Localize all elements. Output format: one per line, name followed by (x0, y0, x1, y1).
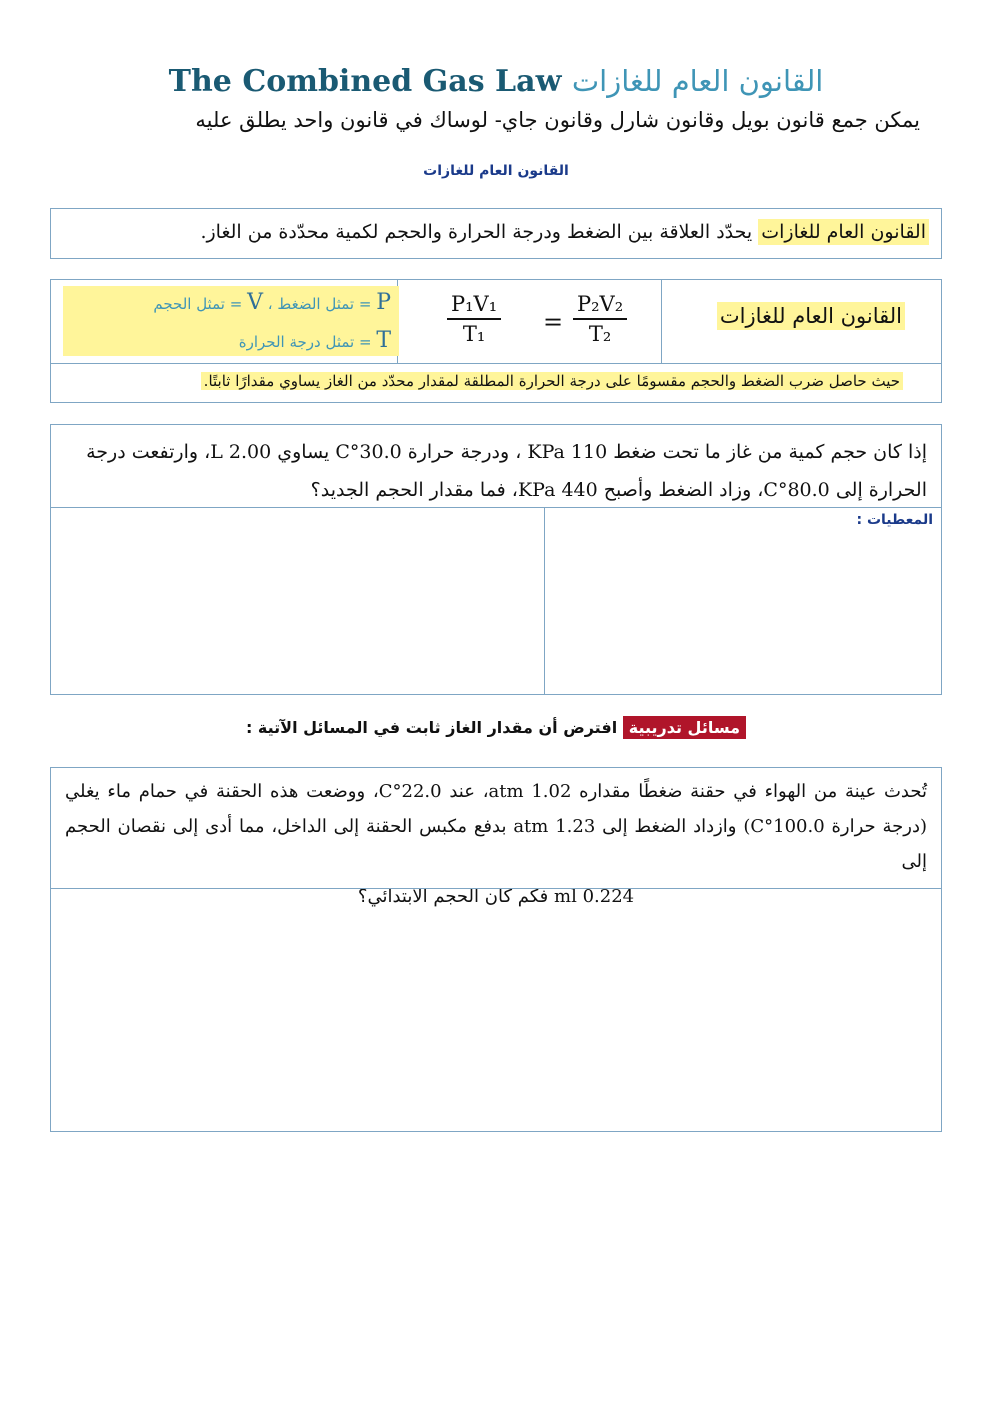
problem-2-box (50, 767, 942, 1132)
definition-box (50, 208, 942, 259)
combined-gas-law-formula (447, 288, 669, 358)
problem-2-answer-area (51, 888, 941, 889)
intro-text: يمكن جمع قانون بويل وقانون شارل وقانون جاي- لوساك في قانون واحد يطلق عليه (195, 108, 920, 132)
legend-t-symbol: T (376, 328, 391, 353)
problem-1-text: إذا كان حجم كمية من غاز ما تحت ضغط 110 KPa ، ودرجة حرارة 30.0°C يساوي 2.00 L، وارتفعت درجة الحرارة إلى 80.0°C، وزاد الضغط وأصبح 440 KPa، فما مقدار الحجم الجديد؟ (86, 441, 927, 501)
legend-v-symbol: V (247, 290, 263, 315)
definition-text (200, 221, 929, 243)
problem-2-question: 0.224 ml فكم كان الحجم الابتدائي؟ (357, 886, 635, 907)
practice-tag: مسائل تدريبية (623, 716, 746, 739)
problem-1-answer-area (51, 507, 941, 694)
practice-instruction: افترض أن مقدار الغاز ثابت في المسائل الآتية : (245, 718, 618, 737)
definition-body: يحدّد العلاقة بين الضغط ودرجة الحرارة والحجم لكمية محدّدة من الغاز. (200, 221, 753, 243)
problem-2-text (65, 774, 927, 914)
title-english: The Combined Gas Law (168, 64, 562, 99)
problem-2-body: تُحدث عينة من الهواء في حقنة ضغطًا مقداره 1.02 atm، عند 22.0°C، ووضعت هذه الحقنة في حمام ماء يغلي (درجة حرارة 100.0°C) وازداد الضغط إلى 1.23 atm بدفع مكبس الحقنة إلى الداخل، مما أدى إلى نقصان الحجم إلى (65, 781, 927, 872)
problem-1-box (50, 424, 942, 695)
legend-row-pv (153, 290, 391, 315)
legend-p-text: = تمثل الضغط ، (267, 295, 372, 313)
law-explanation: حيث حاصل ضرب الضغط والحجم مقسومًا على درجة الحرارة المطلقة لمقدار محدّد من الغاز يساوي مقدارًا ثابتًا. (201, 372, 903, 390)
givens-label: المعطيات : (856, 512, 933, 528)
practice-heading (0, 718, 992, 737)
definition-term: القانون العام للغازات (758, 219, 929, 245)
page-title (0, 64, 992, 99)
legend-v-text: = تمثل الحجم (153, 295, 243, 313)
formula-left-denominator: T₁ (462, 322, 486, 346)
law-name: القانون العام للغازات (717, 304, 905, 328)
variables-legend (63, 286, 399, 356)
formula-left-numerator: P₁V₁ (451, 292, 498, 316)
section-heading: القانون العام للغازات (423, 163, 569, 179)
legend-p-symbol: P (376, 290, 391, 315)
formula-right-denominator: T₂ (588, 322, 612, 346)
legend-row-t (239, 328, 391, 353)
formula-equals: = (543, 308, 564, 336)
answer-divider (544, 508, 545, 694)
formula-left-fraction (447, 292, 501, 346)
formula-right-numerator: P₂V₂ (577, 292, 624, 316)
law-table (50, 279, 942, 403)
formula-right-fraction (573, 292, 627, 346)
table-divider (51, 363, 941, 364)
legend-t-text: = تمثل درجة الحرارة (238, 333, 372, 351)
title-arabic: القانون العام للغازات (571, 64, 824, 98)
